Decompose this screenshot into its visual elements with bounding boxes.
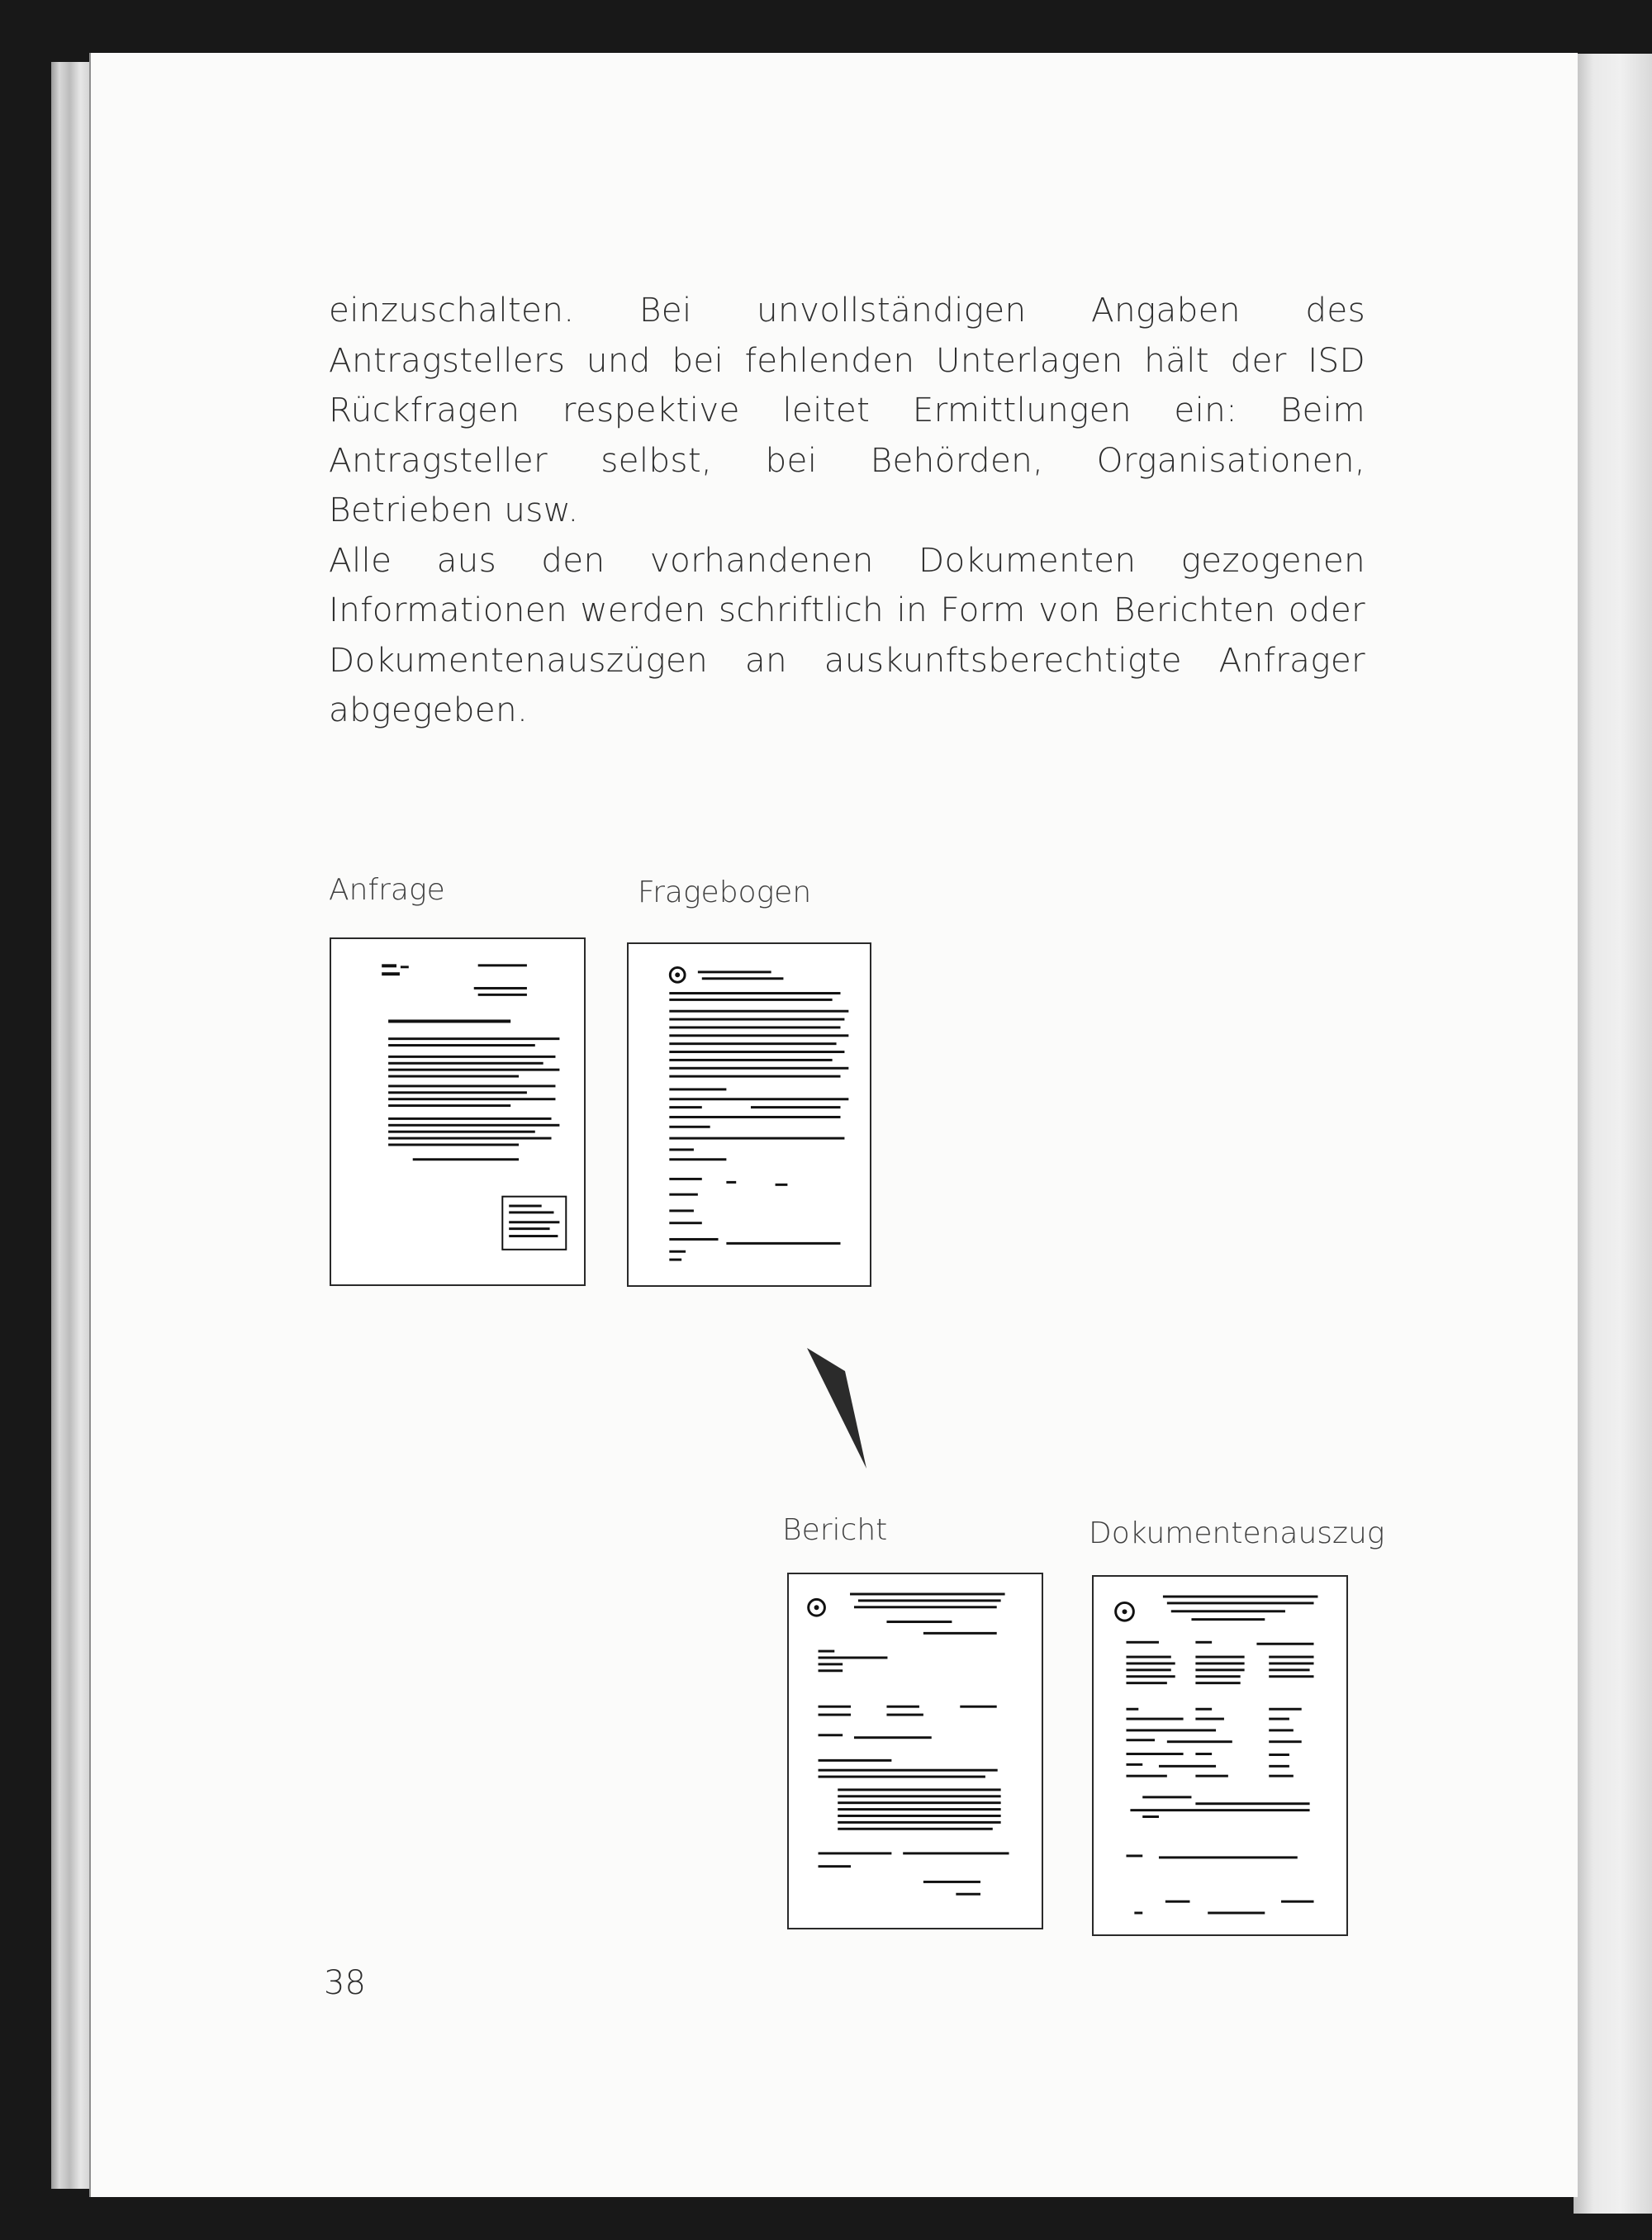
paragraph-2: Alle aus den vorhandenen Dokumenten gezogenen Informationen werden schriftlich in Form von Berichten oder Dokumentenauszügen an auskunftsberechtigte Anfrager abgegeben. [329,539,1365,729]
extract-thumbnail-graphic [1094,1577,1346,1934]
arrow-down-icon [805,1346,871,1470]
page-number: 38 [324,1964,366,2002]
form-thumbnail [627,942,871,1287]
page-edge-left [51,62,93,2189]
report-thumbnail-graphic [789,1574,1042,1928]
caption-fragebogen: Fragebogen [638,876,812,909]
paragraph-1: einzuschalten. Bei unvollständigen Angaben des Antragstellers und bei fehlenden Unterlagen hält der ISD Rückfragen respektive leitet Ermittlungen ein: Beim Antragsteller selbst, bei Behörden, Organisationen, Betrieben usw. [329,290,1365,529]
caption-bericht: Bericht [782,1513,888,1547]
caption-dokumentenauszug: Dokumentenauszug [1089,1516,1385,1550]
page-edge-right [1574,54,1652,2214]
form-thumbnail-graphic [629,944,870,1285]
report-thumbnail [787,1573,1043,1929]
body-text [329,285,1365,735]
caption-anfrage: Anfrage [329,873,445,907]
extract-thumbnail [1092,1575,1348,1936]
letter-thumbnail-graphic [331,939,584,1284]
letter-thumbnail [330,937,586,1286]
